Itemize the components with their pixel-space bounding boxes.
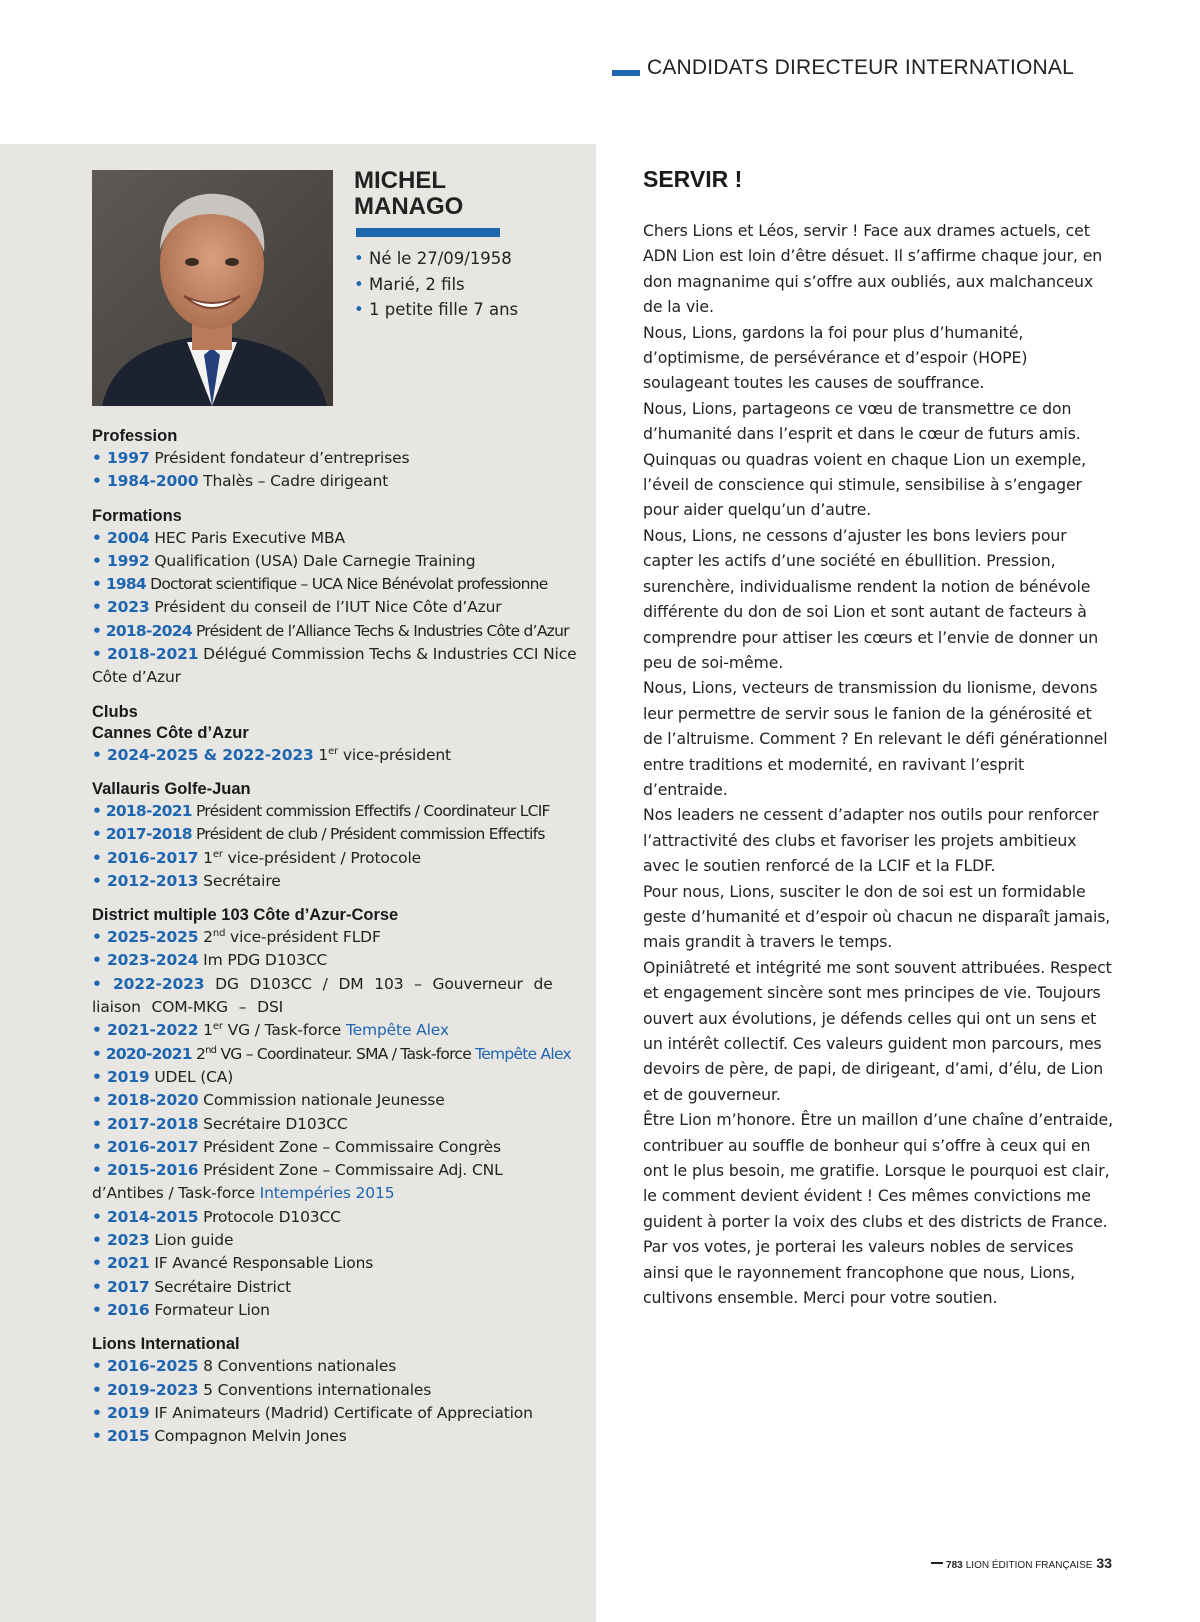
article-paragraph: Être Lion m’honore. Être un maillon d’une chaîne d’entraide, contribuer au souffle de bonheur qui s’offre à ceux qui en ont le plus besoin, me gratifie. Lorsque le pourquoi est clair, le comment devient évident ! Ces mêmes convictions me guident à porter la voix des clubs et des districts de France.	[643, 1110, 1113, 1231]
article-body	[643, 218, 1113, 1310]
list-item: • 2012-2013 Secrétaire	[92, 871, 281, 890]
list-item: • 2021-2022 1er VG / Task-force Tempête Alex	[92, 1021, 449, 1040]
formations-list	[92, 527, 578, 690]
article-paragraph: Nos leaders ne cessent d’adapter nos outils pour renforcer l’attractivité des clubs et favoriser les projets ambitieux avec le soutien renforcé de la LCIF et la FLDF.	[643, 805, 1099, 876]
list-item: • 2016-2017 1er vice-président / Protocole	[92, 848, 422, 867]
page-number: 33	[1096, 1555, 1112, 1571]
candidate-first-name: MICHEL	[354, 167, 446, 194]
formations-section	[92, 506, 578, 690]
cannes-list	[92, 744, 578, 767]
highlight-link: Tempête Alex	[475, 1044, 571, 1063]
list-item: • 2019-2023 5 Conventions internationales	[92, 1380, 432, 1399]
bullet-icon: •	[354, 300, 369, 319]
list-item: • 2023-2024 Im PDG D103CC	[92, 951, 328, 970]
portrait-illustration	[92, 170, 333, 406]
international-section	[92, 1334, 578, 1448]
list-item: • 2017 Secrétaire District	[92, 1277, 292, 1296]
list-item: • 2016-2017 Président Zone – Commissaire Congrès	[92, 1137, 501, 1156]
personal-info-list	[354, 246, 518, 323]
list-item: • 2020-2021 2nd VG – Coordinateur. SMA / Task-force Tempête Alex	[92, 1044, 571, 1063]
page-footer	[931, 1555, 1112, 1571]
list-item: • 2021 IF Avancé Responsable Lions	[92, 1254, 374, 1273]
candidate-name	[354, 168, 463, 220]
section-heading: Formations	[92, 506, 182, 525]
club-name: Vallauris Golfe-Juan	[92, 779, 251, 798]
list-item: • 1992 Qualification (USA) Dale Carnegie Training	[92, 551, 476, 570]
name-underline-bar	[356, 228, 500, 237]
personal-info-item: • Né le 27/09/1958	[354, 249, 512, 268]
list-item: • 2024-2025 & 2022-2023 1er vice-président	[92, 745, 451, 764]
section-title: CANDIDATS DIRECTEUR INTERNATIONAL	[646, 56, 1074, 79]
candidate-photo	[92, 170, 333, 406]
district-list	[92, 926, 578, 1322]
highlight-link: Tempête Alex	[345, 1021, 449, 1040]
bullet-icon: •	[354, 274, 369, 294]
section-heading: Lions International	[92, 1335, 240, 1354]
bullet-icon: •	[354, 249, 369, 268]
article-paragraph: Nous, Lions, gardons la foi pour plus d’humanité, d’optimisme, de persévérance et d’espoir (HOPE) soulageant toutes les causes de souffrance.	[643, 322, 1028, 393]
list-item: • 2018-2021 Président commission Effectifs / Coordinateur LCIF	[92, 801, 550, 820]
list-item: • 2025-2025 2nd vice-président FLDF	[92, 928, 381, 947]
list-item: • 2004 HEC Paris Executive MBA	[92, 528, 345, 547]
footer-dash	[931, 1562, 943, 1564]
section-heading: Clubs	[92, 702, 138, 721]
international-list	[92, 1355, 578, 1448]
list-item: • 1997 Président fondateur d’entreprises	[92, 449, 410, 467]
cv-content	[92, 426, 578, 1460]
personal-info-item: • Marié, 2 fils	[354, 274, 465, 294]
list-item: • 2022-2023 DG D103CC / DM 103 – Gouverneur de liaison COM-MKG – DSI	[92, 974, 553, 1017]
highlight-link: Intempéries 2015	[259, 1184, 395, 1203]
list-item: • 2016 Formateur Lion	[92, 1300, 270, 1319]
list-item: • 1984 Doctorat scientifique – UCA Nice Bénévolat professionne	[92, 575, 548, 594]
magazine-name: LION ÉDITION FRANÇAISE	[965, 1560, 1093, 1571]
article-title: SERVIR !	[643, 166, 743, 192]
vallauris-section	[92, 779, 578, 893]
list-item: • 2017-2018 Président de club / Président commission Effectifs	[92, 825, 545, 844]
article-paragraph: Chers Lions et Léos, servir ! Face aux drames actuels, cet ADN Lion est loin d’être désuet. Il s’affirme chaque jour, en don magnanime qui s’offre aux oubliés, aux malchanceux de la vie.	[643, 221, 1103, 317]
district-section	[92, 905, 578, 1322]
profession-section	[92, 426, 578, 494]
club-name: Cannes Côte d’Azur	[92, 723, 249, 742]
personal-info-item: • 1 petite fille 7 ans	[354, 300, 519, 319]
list-item: • 2014-2015 Protocole D103CC	[92, 1207, 341, 1226]
article-paragraph: Pour nous, Lions, susciter le don de soi est un formidable geste d’humanité et d’espoir où chacun ne disparaît jamais, mais grandit à travers le temps.	[643, 881, 1111, 952]
list-item: • 2015-2016 Président Zone – Commissaire Adj. CNL d’Antibes / Task-force Intempéries 2015	[92, 1161, 503, 1203]
list-item: • 2019 IF Animateurs (Madrid) Certificate of Appreciation	[92, 1403, 533, 1422]
list-item: • 2018-2020 Commission nationale Jeunesse	[92, 1091, 445, 1110]
clubs-section	[92, 702, 578, 767]
list-item: • 2018-2021 Délégué Commission Techs & Industries CCI Nice Côte d’Azur	[92, 645, 577, 687]
article-paragraph: Nous, Lions, partageons ce vœu de transmettre ce don d’humanité dans l’esprit et dans le cœur de futurs amis. Quinquas ou quadras voient en chaque Lion un exemple, l’éveil de conscience qui stimule, sensibilise à s’engager pour aider quelqu’un d’autre.	[643, 398, 1087, 520]
list-item: • 2023 Président du conseil de l’IUT Nice Côte d’Azur	[92, 598, 502, 617]
list-item: • 2017-2018 Secrétaire D103CC	[92, 1114, 348, 1133]
issue-number: 783	[946, 1560, 963, 1571]
article-paragraph: Nous, Lions, ne cessons d’ajuster les bons leviers pour capter les actifs d’une société en ébullition. Pression, surenchère, individualisme rendent la notion de bénévole différente du don de soi Lion et sont autant de facteurs à comprendre pour attiser les cœurs et l’envie de donner un peu de soi-même.	[643, 525, 1099, 672]
list-item: • 2015 Compagnon Melvin Jones	[92, 1427, 347, 1446]
article-paragraph: Nous, Lions, vecteurs de transmission du lionisme, devons leur permettre de servir sous le fanion de la générosité et de l’altruisme. Comment ? En relevant le défi générationnel entre traditions et modernité, en ravivant l’esprit d’entraide.	[643, 678, 1108, 799]
vallauris-list	[92, 800, 578, 893]
section-heading: District multiple 103 Côte d’Azur-Corse	[92, 906, 399, 925]
list-item: • 2023 Lion guide	[92, 1231, 234, 1250]
list-item: • 2019 UDEL (CA)	[92, 1067, 234, 1086]
profession-list	[92, 447, 578, 494]
list-item: • 1984-2000 Thalès – Cadre dirigeant	[92, 472, 389, 491]
candidate-last-name: MANAGO	[354, 193, 464, 220]
list-item: • 2016-2025 8 Conventions nationales	[92, 1357, 397, 1376]
section-heading: Profession	[92, 427, 178, 445]
article-paragraph: Opiniâtreté et intégrité me sont souvent attribuées. Respect et engagement sincère sont mes principes de vie. Toujours ouvert aux évolutions, je défends celles qui ont un sens et un intérêt collectif. Ces valeurs guident mon parcours, mes devoirs de père, de papi, de dirigeant, d’ami, d’élu, de Lion et de gouverneur.	[643, 957, 1112, 1104]
article-paragraph: Par vos votes, je porterai les valeurs nobles de services ainsi que le rayonnement francophone que nous, Lions, cultivons ensemble. Merci pour votre soutien.	[643, 1237, 1075, 1308]
list-item: • 2018-2024 Président de l’Alliance Techs & Industries Côte d’Azur	[92, 621, 569, 640]
header-accent-bar	[612, 70, 640, 76]
section-header	[612, 56, 1074, 80]
